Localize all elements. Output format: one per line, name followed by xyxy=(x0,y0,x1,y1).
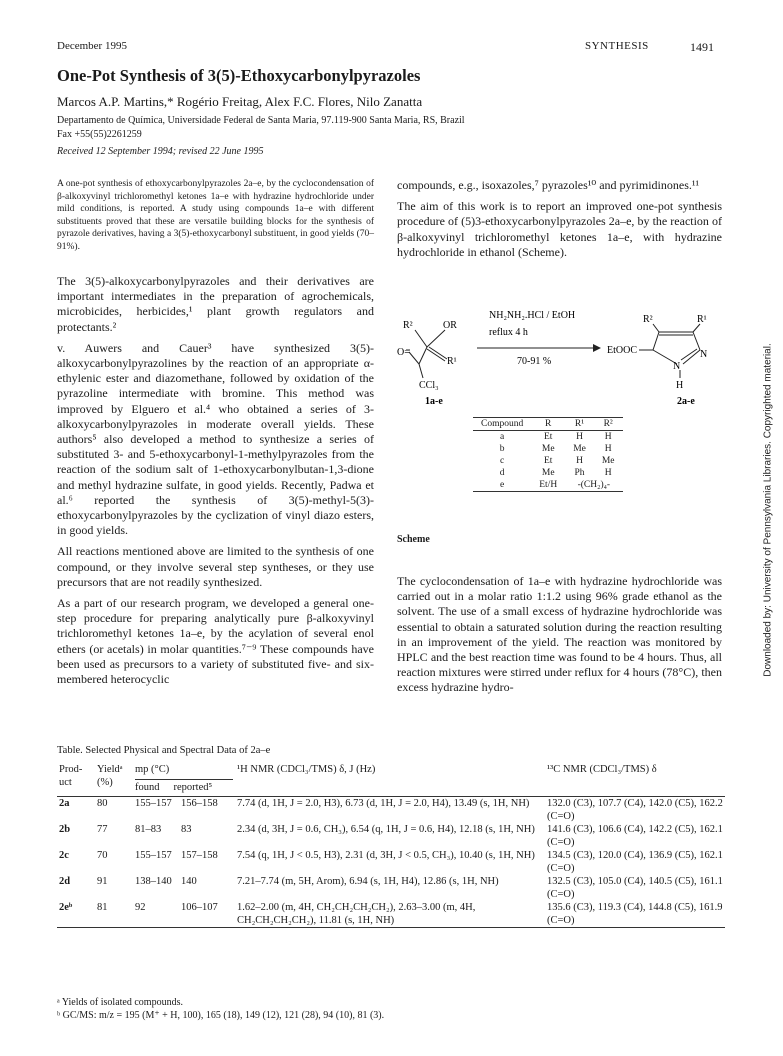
conditions-label: reflux 4 h xyxy=(489,327,528,338)
substituent-table xyxy=(473,417,623,492)
substituent-table-wrap xyxy=(473,417,623,492)
download-watermark-text: Downloaded by: University of Pennsylvania Libraries. Copyrighted material. xyxy=(762,343,774,677)
header-mp xyxy=(133,763,235,797)
cell-reported: 83 xyxy=(181,824,192,835)
right-column-body-top xyxy=(397,178,722,266)
paragraph: The aim of this work is to report an improved one-pot synthesis procedure of (5)3-ethoxycarbonylpyrazoles 2a–e, by the reaction of β-alkoxyvinyl trichloromethyl ketones 1a–e, with hydrazine hydrochloride in ethanol (Scheme). xyxy=(397,199,722,259)
ccl3-label: CCl₃ xyxy=(419,380,439,391)
table-row xyxy=(473,467,623,479)
table-row xyxy=(473,431,623,444)
carbonyl-label: O= xyxy=(397,347,410,358)
or-label: OR xyxy=(443,320,457,331)
paragraph: The cyclocondensation of 1a–e with hydrazine hydrochloride was carried out in a molar ratio 1:1.2 using 96% grade ethanol as the solvent. The use of a small excess of hydrazine hydrochloride was essential to obtain a saturated solution during the reaction resulting in an improvement of the yield. The reaction was monitored by HPLC and the best reaction time was found to be 4 hours. Thus, all reaction mixtures were stirred under reflux for 4 hours (78°C), then excess hydrazine hydro- xyxy=(397,574,722,695)
product-r2-label: R² xyxy=(643,314,653,325)
cell-found: 81–83 xyxy=(135,824,162,835)
cell-yield: 70 xyxy=(97,850,108,861)
cell-c-nmr: 135.6 (C3), 119.3 (C4), 144.8 (C5), 161.9 (C=O) xyxy=(545,901,725,928)
table-row xyxy=(473,479,623,492)
cell: e xyxy=(473,479,531,492)
cell: Ph xyxy=(574,468,585,478)
cell: Me xyxy=(541,444,555,454)
cell: H xyxy=(576,432,583,442)
cell-yield: 91 xyxy=(97,876,108,887)
table-footnotes xyxy=(57,996,384,1022)
cell-h-nmr: 7.74 (d, 1H, J = 2.0, H3), 6.73 (d, 1H, J = 2.0, H4), 13.49 (s, 1H, NH) xyxy=(235,797,545,824)
data-table xyxy=(57,763,725,928)
col-r1: R¹ xyxy=(565,418,594,431)
table-row xyxy=(57,823,725,849)
running-header-journal: SYNTHESIS xyxy=(585,40,649,52)
col-r2: R² xyxy=(594,418,623,431)
cell-reported: 106–107 xyxy=(179,901,235,928)
affiliation-fax: Fax +55(55)2261259 xyxy=(57,129,142,140)
cell-found: 155–157 xyxy=(133,797,179,824)
article-title: One-Pot Synthesis of 3(5)-Ethoxycarbonylpyrazoles xyxy=(57,66,421,85)
header-h-nmr: ¹H NMR (CDCl₃/TMS) δ, J (Hz) xyxy=(237,764,376,775)
header-yield: Yieldᵃ (%) xyxy=(97,764,123,788)
affiliation xyxy=(57,114,465,142)
cell: H xyxy=(604,432,612,442)
h-label: H xyxy=(676,380,684,391)
footnote: ᵇ GC/MS: m/z = 195 (M⁺ + H, 100), 165 (18), 149 (12), 121 (28), 94 (10), 81 (3). xyxy=(57,1010,385,1021)
cell-c-nmr: 141.6 (C3), 106.6 (C4), 142.2 (C5), 162.1 (C=O) xyxy=(547,824,723,848)
cell: Me xyxy=(573,444,586,454)
reaction-scheme-drawing xyxy=(397,302,727,412)
cell-reported: 156–158 xyxy=(179,797,235,824)
cell-product: 2c xyxy=(59,850,69,861)
table-title: Table. Selected Physical and Spectral Data of 2a–e xyxy=(57,745,271,756)
cell: -(CH₂)₄- xyxy=(565,479,622,492)
cell-h-nmr: 7.54 (q, 1H, J < 0.5, H3), 2.31 (d, 3H, J < 0.5, CH₃), 10.40 (s, 1H, NH) xyxy=(237,850,535,861)
cell-product: 2eᵇ xyxy=(57,901,95,928)
paragraph: compounds, e.g., isoxazoles,⁷ pyrazoles¹⁰ and pyrimidinones.¹¹ xyxy=(397,178,700,192)
cell-yield: 81 xyxy=(95,901,133,928)
table-row xyxy=(473,455,623,467)
footnote: ᵃ Yields of isolated compounds. xyxy=(57,997,183,1008)
r1-label: R¹ xyxy=(447,356,457,367)
paragraph: All reactions mentioned above are limited to the synthesis of one compound, or they involve several step syntheses, or they use precursors that are not readily synthesized. xyxy=(57,544,374,589)
right-column-body-bottom xyxy=(397,574,722,702)
cell-h-nmr: 2.34 (d, 3H, J = 0.6, CH₃), 6.54 (q, 1H, J = 0.6, H4), 12.18 (s, 1H, NH) xyxy=(237,824,535,835)
table-header-row xyxy=(57,763,725,797)
left-column-body xyxy=(57,274,374,693)
download-watermark xyxy=(758,300,778,720)
table-row xyxy=(57,875,725,901)
paragraph: v. Auwers and Cauer³ have synthesized 3(5)-alkoxycarbonylpyrazolines by the reaction of an appropriate α-ethylenic ester and diazomethane, followed by oxidation of the pyrazoline intermediate with bromine. This method was improved by Elguero et al.⁴ who obtained a series of 3-alkoxycarbonylpyrazoles in moderate overall yields. These authors⁵ also developed a method to synthesize a series of substituted 3- and 5-ethoxycarbonyl-1-methylpyrazoles from the reaction of the sodium salt of 1-ethoxycarbonylbutan-1,3-dione and methyl hydrazine sulfate, in good yields. Recently, Padwa et al.⁶ reported the synthesis of 3(5)-methyl-5(3)-ethoxycarbonylpyrazoles by the cyclization of vinyl diazo esters, in good yields. xyxy=(57,340,374,538)
table-row xyxy=(57,849,725,875)
reaction-scheme xyxy=(397,302,727,550)
cell-reported: 140 xyxy=(181,876,197,887)
paragraph: The 3(5)-alkoxycarbonylpyrazoles and their derivatives are important intermediates in the preparation of agrochemicals, microbicides, herbicides,¹ plant growth regulators and protectants.² xyxy=(57,274,374,334)
yield-label: 70-91 % xyxy=(517,356,552,367)
abstract: A one-pot synthesis of ethoxycarbonylpyrazoles 2a–e, by the cyclocondensation of β-alkoxyvinyl trichloromethyl ketones 1a–e with hydrazine hydrochloride under mild conditions, is reported. A study using compounds 1a–e with different substituents proved that these are versatile building blocks for the synthesis of pyrazole derivatives, having a 3(5)-ethoxycarbonyl substituent, in good yields (70–91%). xyxy=(57,179,374,252)
cell: a xyxy=(500,432,505,442)
scheme-caption: Scheme xyxy=(397,534,430,545)
cell-c-nmr: 134.5 (C3), 120.0 (C4), 136.9 (C5), 162.1 (C=O) xyxy=(547,850,723,874)
author-list: Marcos A.P. Martins,* Rogério Freitag, Alex F.C. Flores, Nilo Zanatta xyxy=(57,94,423,109)
reactant-label: 1a-e xyxy=(425,396,443,407)
cell-h-nmr: 1.62–2.00 (m, 4H, CH₂CH₂CH₂CH₂), 2.63–3.00 (m, 4H, CH₂CH₂CH₂CH₂), 11.81 (s, 1H, NH) xyxy=(235,901,545,928)
cell-reported: 157–158 xyxy=(181,850,218,861)
cell-found: 138–140 xyxy=(135,876,172,887)
cell-product: 2a xyxy=(57,797,95,824)
cell: H xyxy=(576,456,583,466)
cell: Me xyxy=(601,456,615,466)
col-compound: Compound xyxy=(473,418,531,431)
cell-h-nmr: 7.21–7.74 (m, 5H, Arom), 6.94 (s, 1H, H4), 12.86 (s, 1H, NH) xyxy=(237,876,499,887)
cell: H xyxy=(604,468,612,478)
table-row xyxy=(57,797,725,824)
header-product: Prod-uct xyxy=(59,764,83,788)
ester-label: EtOOC xyxy=(607,345,637,356)
header-c-nmr: ¹³C NMR (CDCl₃/TMS) δ xyxy=(547,764,657,775)
arrow-head xyxy=(593,344,601,352)
cell-c-nmr: 132.5 (C3), 105.0 (C4), 140.5 (C5), 161.1 (C=O) xyxy=(547,876,723,900)
cell-yield: 77 xyxy=(97,824,108,835)
page-number: 1491 xyxy=(690,40,714,54)
cell: Et xyxy=(543,432,553,442)
cell: Et xyxy=(543,456,553,466)
header-mp-label: mp (°C) xyxy=(135,764,170,775)
cell: c xyxy=(500,456,505,466)
n2-label: N xyxy=(700,349,708,360)
received-dates: Received 12 September 1994; revised 22 June 1995 xyxy=(57,146,264,157)
cell: Et/H xyxy=(531,479,565,492)
cell: H xyxy=(604,444,612,454)
table-row xyxy=(57,901,725,928)
cell-c-nmr: 132.0 (C3), 107.7 (C4), 142.0 (C5), 162.2 (C=O) xyxy=(545,797,725,824)
nh-nitrogen-label: N xyxy=(673,361,681,372)
cell-product: 2d xyxy=(59,876,71,887)
product-r1-label: R¹ xyxy=(697,314,707,325)
paragraph: As a part of our research program, we developed a general one-step procedure for preparing analytically pure β-alkoxyvinyl trichloromethyl ketones 1a–e, by the acylation of several enol ethers (or acetals) in molar quantities.⁷⁻⁹ These compounds have been used as precursors to a variety of substituted five- and six-membered heterocyclic xyxy=(57,596,374,687)
col-r: R xyxy=(531,418,565,431)
affiliation-address: Departamento de Química, Universidade Federal de Santa Maria, 97.119-900 Santa Maria, RS, Brazil xyxy=(57,115,465,126)
cell-product: 2b xyxy=(59,824,71,835)
cell: Me xyxy=(541,468,555,478)
cell: b xyxy=(499,444,505,454)
running-header-date: December 1995 xyxy=(57,40,127,52)
cell-found: 92 xyxy=(133,901,179,928)
table-row xyxy=(473,443,623,455)
cell: d xyxy=(499,468,505,478)
cell-found: 155–157 xyxy=(135,850,172,861)
product-label: 2a-e xyxy=(677,396,695,407)
header-found: found xyxy=(135,782,160,793)
header-reported: reported⁵ xyxy=(173,782,213,793)
cell-yield: 80 xyxy=(95,797,133,824)
reagent-label: NH₂NH₂.HCl / EtOH xyxy=(489,310,576,321)
r2-label: R² xyxy=(403,320,413,331)
